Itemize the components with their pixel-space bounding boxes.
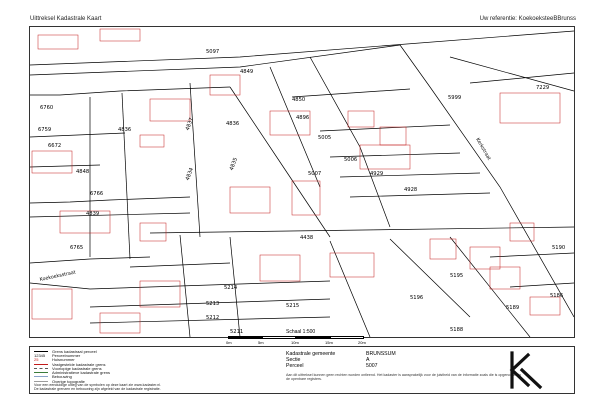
parcel-number: 5195: [450, 273, 464, 279]
legend-label: Grens kadastraal perceel: [52, 348, 97, 354]
scale-tick: 5m: [258, 340, 264, 345]
legend-panel: [29, 346, 575, 394]
legend-swatch: [34, 364, 48, 365]
legend-label: Bebouwing: [52, 374, 72, 380]
legend-swatch: [34, 381, 48, 382]
map-canvas: [30, 27, 574, 337]
legend-list: [34, 349, 110, 383]
scale-segment: [262, 336, 296, 339]
parcel-number: 6766: [90, 191, 104, 197]
legend-label: Huisnummer: [52, 357, 75, 363]
reference-text: Uw referentie: KoekoeksteeBBrunss: [479, 16, 576, 22]
parcel-boundaries: [30, 31, 574, 337]
parcel-number: 5214: [224, 285, 238, 291]
parcel-number: 4848: [76, 169, 90, 175]
parcel-number: 4896: [296, 115, 310, 121]
cadastral-map[interactable]: [29, 26, 575, 338]
street-name-labels: [39, 137, 492, 283]
parcel-number-labels: [38, 49, 565, 335]
building-outlines: [32, 29, 560, 333]
legend-swatch: [34, 368, 48, 369]
parcel-number: 5190: [552, 245, 566, 251]
parcel-number: 4836: [226, 121, 240, 127]
legend-label: Administratieve kadastrale grens: [52, 370, 111, 376]
scale-bar: [228, 336, 368, 346]
parcel-number: 6672: [48, 143, 62, 149]
sectie-value: A: [366, 357, 370, 363]
scale-tick: 15m: [325, 340, 333, 345]
parcel-number: 4438: [300, 235, 314, 241]
parcel-number: 4849: [240, 69, 254, 75]
disclaimer-text: Aan dit uittreksel kunnen geen rechten worden ontleend. Het kadaster is aansprakelijk voor de juistheid van de informatie zoals die is opgenomen in de openbare registers.: [286, 373, 522, 382]
legend-swatch: [34, 372, 48, 373]
legend-sample: 25: [34, 357, 39, 363]
kadaster-logo-icon: [508, 349, 544, 391]
scale-tick: 10m: [291, 340, 299, 345]
parcel-number: 5186: [550, 293, 564, 299]
parcel-number: 5006: [344, 157, 358, 163]
legend-swatch: [34, 351, 48, 352]
parcel-number: 6760: [40, 105, 54, 111]
parcel-number: 6759: [38, 127, 52, 133]
parcel-number: 5211: [230, 329, 244, 335]
parcel-number: 5212: [206, 315, 220, 321]
legend-label: Vastgestelde kadastrale grens: [52, 361, 106, 367]
perceel-label: Perceel: [286, 363, 304, 369]
legend-label: Voorlopige kadastrale grens: [52, 365, 102, 371]
parcel-number: 4834: [184, 166, 196, 182]
scale-segment: [228, 336, 262, 339]
parcel-number: 4835: [228, 156, 240, 172]
parcel-number: 5097: [206, 49, 220, 55]
parcel-number: 5196: [410, 295, 424, 301]
parcel-number: 5007: [308, 171, 322, 177]
street-name: Kerkstraat: [474, 137, 491, 162]
parcel-number: 5188: [450, 327, 464, 333]
legend-footnote: Voor een eenduidige uitleg van de symbolen op deze kaart zie www.kadaster.nl.: [34, 383, 162, 387]
parcel-number: 4837: [184, 116, 196, 132]
parcel-number: 4928: [404, 187, 418, 193]
gemeente-value: BRUNSSUM: [366, 351, 396, 357]
sectie-label: Sectie: [286, 357, 301, 363]
parcel-number: 4839: [86, 211, 100, 217]
legend-swatch: [34, 376, 48, 377]
parcel-number: 5999: [448, 95, 462, 101]
scale-segment: [330, 336, 364, 339]
perceel-value: 5007: [366, 363, 378, 369]
parcel-number: 6765: [70, 245, 84, 251]
parcel-number: 4929: [370, 171, 384, 177]
gemeente-label: Kadastrale gemeente: [286, 351, 336, 357]
scale-segment: [296, 336, 330, 339]
parcel-number: 5213: [206, 301, 220, 307]
parcel-number: 5215: [286, 303, 300, 309]
legend-footnote: De kadastrale grenzen en bebouwing zijn afgeleid van de kadastrale registratie.: [34, 387, 161, 391]
cadastral-info: [286, 351, 446, 369]
parcel-number: 7229: [536, 85, 550, 91]
legend-sample: 12345: [34, 352, 46, 358]
parcel-number: 5189: [506, 305, 520, 311]
map-title: Uittreksel Kadastrale Kaart: [30, 16, 102, 22]
legend-label: Perceelnummer: [52, 352, 81, 358]
street-name: Koekoeksstraat: [39, 270, 77, 283]
parcel-number: 4850: [292, 97, 306, 103]
scale-label: Schaal 1:500: [286, 329, 316, 335]
parcel-number: 5005: [318, 135, 332, 141]
parcel-number: 4836: [118, 127, 132, 133]
scale-tick: 0m: [226, 340, 232, 345]
legend-label: Overige topografie: [52, 378, 85, 384]
scale-tick: 20m: [358, 340, 366, 345]
